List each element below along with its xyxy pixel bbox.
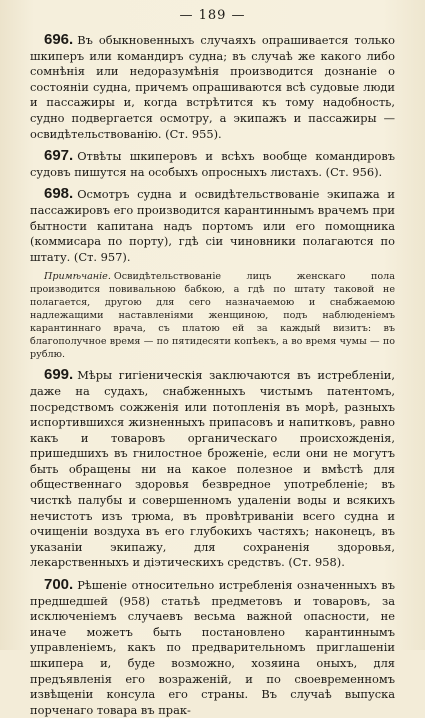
article-700 [30, 577, 395, 718]
article-text: Осмотръ судна и освидѣтельствованіе экипажа и пассажировъ его производится карантиннымъ врачемъ при бытности капитана надъ портомъ или его помощника (коммисара по порту), гдѣ сіи чиновники полагаются по штату. (Ст. 957). [30, 187, 395, 264]
note [30, 270, 395, 361]
note-label: Примѣчаніе. [44, 271, 111, 283]
article-number: 699. [44, 366, 74, 384]
article-696 [30, 32, 395, 142]
article-text: Отвѣты шкиперовъ и всѣхъ вообще командировъ судовъ пишутся на особыхъ опросныхъ листахъ. (Ст. 956). [30, 149, 395, 179]
article-698 [30, 186, 395, 265]
article-text: Въ обыкновенныхъ случаяхъ опрашивается только шкиперъ или командиръ судна; въ случаѣ же какого либо сомнѣнія или недоразумѣнія производится дознаніе о состояніи судна, причемъ опрашиваются всѣ судовые люди и пассажиры и, когда встрѣтится къ тому надобность, судно подвергается осмотру, а экипажъ и пассажиры — освидѣтельствованію. (Ст. 955). [30, 33, 395, 141]
article-697 [30, 148, 395, 180]
article-text: Рѣшеніе относительно истребленія означенныхъ въ предшедшей (958) статьѣ предметовъ и товаровъ, за исключеніемъ случаевъ весьма важной опасности, не иначе можетъ быть постановлено карантиннымъ управленіемъ, какъ по предварительномъ приглашеніи шкипера и, буде возможно, хозяина оныхъ, для предъявленія его возраженій, и по своевременномъ извѣщеніи консула его страны. Въ случаѣ выпуска порченаго товара въ прак- [30, 578, 395, 717]
article-number: 697. [44, 147, 74, 165]
article-number: 698. [44, 185, 74, 203]
article-number: 696. [44, 31, 74, 48]
article-number: 700. [44, 576, 74, 594]
article-699 [30, 367, 395, 571]
article-text: Мѣры гигіеническія заключаются въ истребленіи, даже на судахъ, снабженныхъ чистымъ патентомъ, посредствомъ сожженія или потопленія въ морѣ, разныхъ испортившихся жизненныхъ припасовъ и напитковъ, равно какъ и товаровъ органическаго происхожденія, пришедшихъ въ гнилостное броженіе, если они не могутъ быть обращены ни на какое полезное и вмѣстѣ для общественнаго здоровья безвредное употребленіе; въ чисткѣ палубы и совершенномъ удаленіи воды и всякихъ нечистотъ изъ трюма, въ провѣтриваніи всего судна и очищеніи воздуха въ его глубокихъ частяхъ; наконецъ, въ указаніи экипажу, для сохраненія здоровья, лекарственныхъ и діэтическихъ средствъ. (Ст. 958). [30, 368, 395, 570]
page-number: — 189 — [179, 8, 246, 23]
note-text: Освидѣтельствованіе лицъ женскаго пола производится повивальною бабкою, а гдѣ по штату таковой не полагается, другою для сего назначаемою и снабжаемою надлежащими наставленіями женщиною, подъ наблюденіемъ карантиннаго врача, съ платою ей за каждый визитъ: въ благополучное время — по пятидесяти копѣекъ, а во время чумы — по рублю. [30, 271, 395, 361]
